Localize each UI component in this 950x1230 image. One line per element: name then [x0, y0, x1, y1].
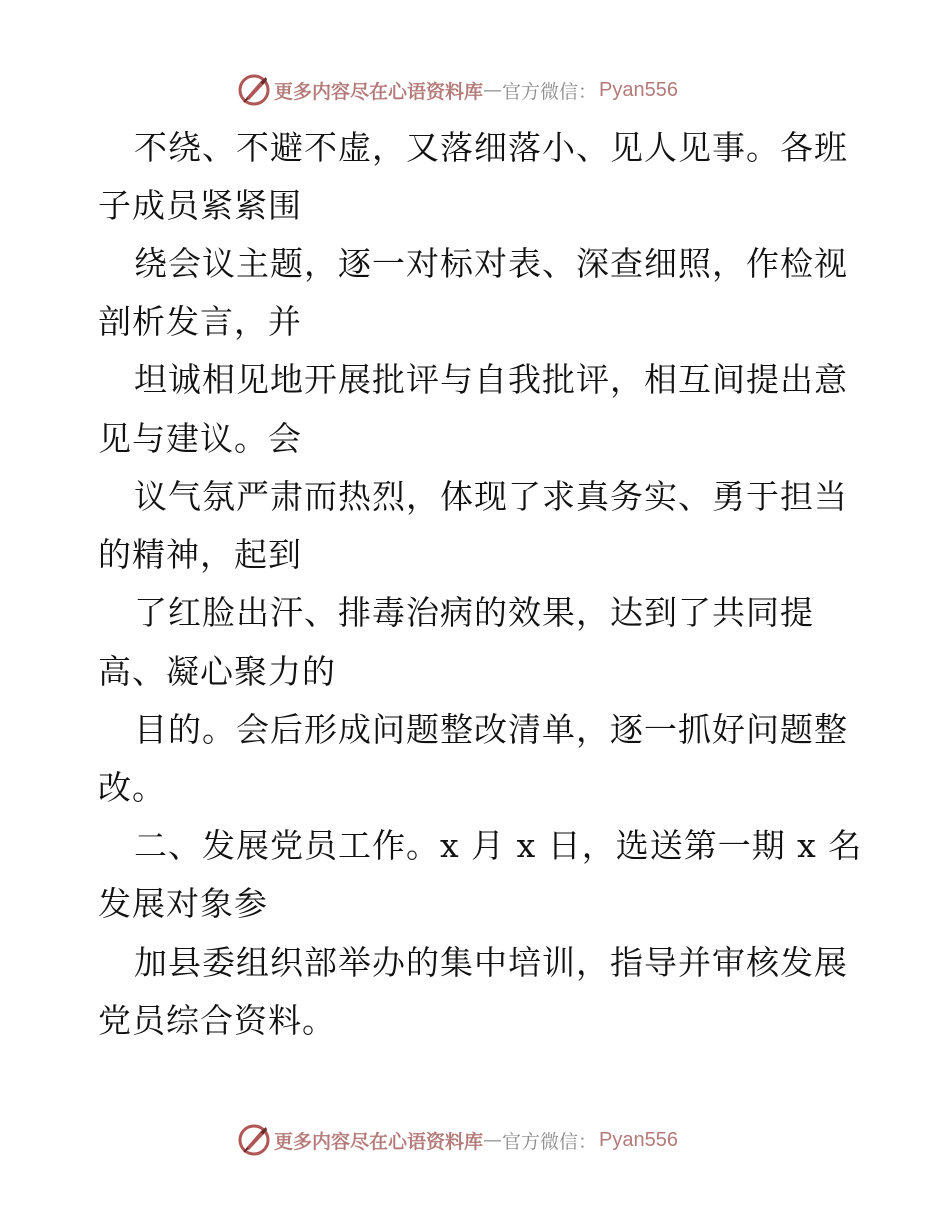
text-line: 高、凝心聚力的: [98, 652, 336, 691]
text-line: 议气氛严肃而热烈，体现了求真务实、勇于担当: [134, 477, 848, 516]
watermark-wechat-label: 官方微信：: [502, 80, 598, 103]
text-line: 加县委组织部举办的集中培训，指导并审核发展: [134, 943, 848, 982]
text-line: 见与建议。会: [98, 419, 302, 458]
text-line: 的精神，起到: [98, 535, 302, 574]
text-line: 子成员紧紧围: [98, 186, 302, 225]
quill-logo-icon: [236, 1122, 272, 1158]
text-line: 二、发展党员工作。x 月 x 日，选送第一期 x 名: [134, 826, 863, 865]
watermark-wechat-id: Pyan556: [599, 78, 678, 101]
watermark-wechat-label: 官方微信：: [502, 1130, 598, 1153]
text-line: 坦诚相见地开展批评与自我批评，相互间提出意: [134, 360, 848, 399]
watermark-dash: —: [483, 1129, 503, 1151]
text-line: 不绕、不避不虚，又落细落小、见人见事。各班: [134, 128, 848, 167]
text-line: 目的。会后形成问题整改清单，逐一抓好问题整: [134, 710, 848, 749]
text-line: 剖析发言，并: [98, 302, 302, 341]
footer-watermark: [236, 1122, 678, 1158]
text-line: 党员综合资料。: [98, 1001, 336, 1040]
text-line: 了红脸出汗、排毒治病的效果，达到了共同提: [134, 593, 814, 632]
quill-logo-icon: [236, 72, 272, 108]
watermark-wechat-id: Pyan556: [599, 1128, 678, 1151]
header-watermark: [236, 72, 678, 108]
text-line: 改。: [98, 768, 166, 807]
watermark-dash: —: [483, 79, 503, 101]
watermark-main-text: 更多内容尽在心语资料库: [274, 80, 484, 103]
text-line: 发展对象参: [98, 884, 268, 923]
text-line: 绕会议主题，逐一对标对表、深查细照，作检视: [134, 244, 848, 283]
watermark-main-text: 更多内容尽在心语资料库: [274, 1130, 484, 1153]
